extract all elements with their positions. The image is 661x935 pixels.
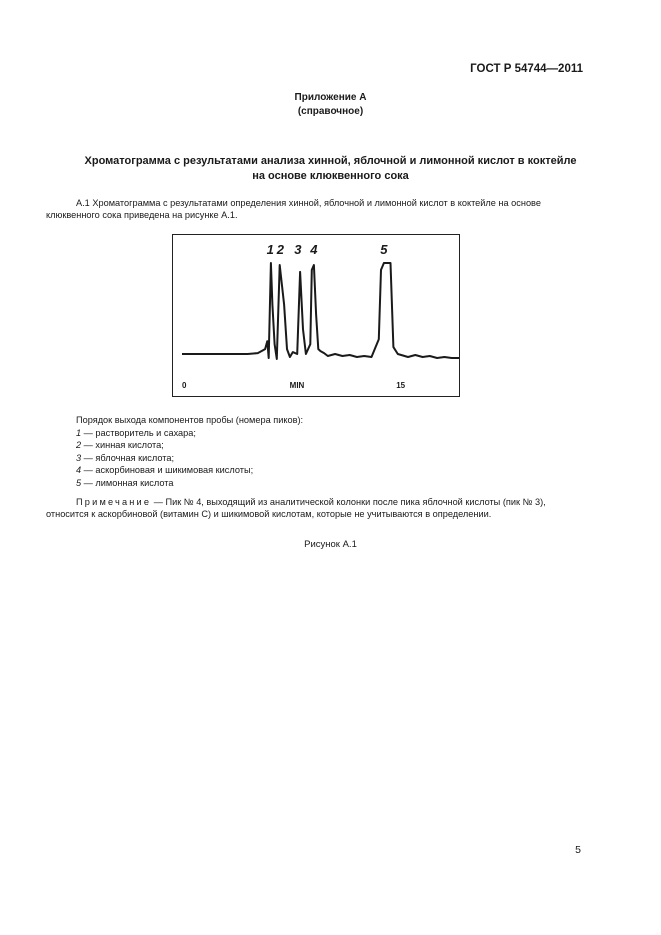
appendix-title: Приложение А (294, 92, 367, 103)
legend-item-text: — аскорбиновая и шикимовая кислоты; (81, 465, 254, 476)
appendix-heading (0, 91, 661, 119)
legend-intro: Порядок выхода компонентов пробы (номера пиков): (76, 415, 304, 425)
section-title-line1: Хроматограмма с результатами анализа хинной, яблочной и лимонной кислот в коктейле (84, 155, 577, 167)
legend-item (76, 452, 303, 465)
x-tick-label: 15 (396, 381, 406, 390)
peak-label: 1 (266, 242, 274, 257)
section-title (40, 154, 621, 184)
legend-item (76, 427, 303, 440)
note-line1-wrap (76, 496, 583, 508)
chromatogram-line (182, 263, 459, 359)
legend-item-text: — яблочная кислота; (81, 452, 174, 463)
legend-item (76, 464, 303, 477)
figure-caption: Рисунок А.1 (304, 539, 357, 550)
x-axis-label: MIN (289, 381, 305, 390)
peak-label: 2 (276, 242, 285, 257)
peak-label: 4 (310, 242, 318, 257)
legend-item-number: 4 (76, 465, 82, 476)
paragraph-line2: клюквенного сока приведена на рисунке А.1. (46, 210, 238, 220)
legend-items (76, 427, 303, 490)
note-label: Примечание (76, 497, 152, 507)
peak-legend (76, 414, 303, 490)
paragraph-a1 (46, 197, 583, 221)
legend-item-text: — растворитель и сахара; (81, 427, 196, 438)
paragraph-line1: А.1 Хроматограмма с результатами определения хинной, яблочной и лимонной кислот в коктейле на основе (76, 198, 541, 208)
legend-item-number: 2 (76, 440, 82, 451)
chromatogram-svg (173, 235, 461, 398)
note-line1: — Пик № 4, выходящий из аналитической колонки после пика яблочной кислоты (пик № 3), (151, 497, 546, 507)
chromatogram-chart (172, 234, 460, 397)
legend-item-number: 5 (76, 477, 82, 488)
legend-item (76, 477, 303, 490)
legend-item-text: — лимонная кислота (81, 477, 174, 488)
page-number: 5 (575, 844, 581, 856)
section-title-line2: на основе клюквенного сока (252, 170, 409, 182)
note (46, 496, 583, 520)
note-line2: относится к аскорбиновой (витамин С) и шикимовой кислотам, которые не учитываются в определении. (46, 509, 492, 519)
legend-item-number: 1 (76, 427, 82, 438)
legend-item (76, 439, 303, 452)
legend-item-text: — хинная кислота; (81, 440, 164, 451)
standard-number: ГОСТ Р 54744—2011 (470, 63, 583, 75)
peak-label: 3 (294, 242, 302, 257)
appendix-type: (справочное) (297, 106, 364, 117)
peak-label: 5 (380, 242, 388, 257)
legend-item-number: 3 (76, 452, 82, 463)
x-tick-label: 0 (182, 381, 187, 390)
